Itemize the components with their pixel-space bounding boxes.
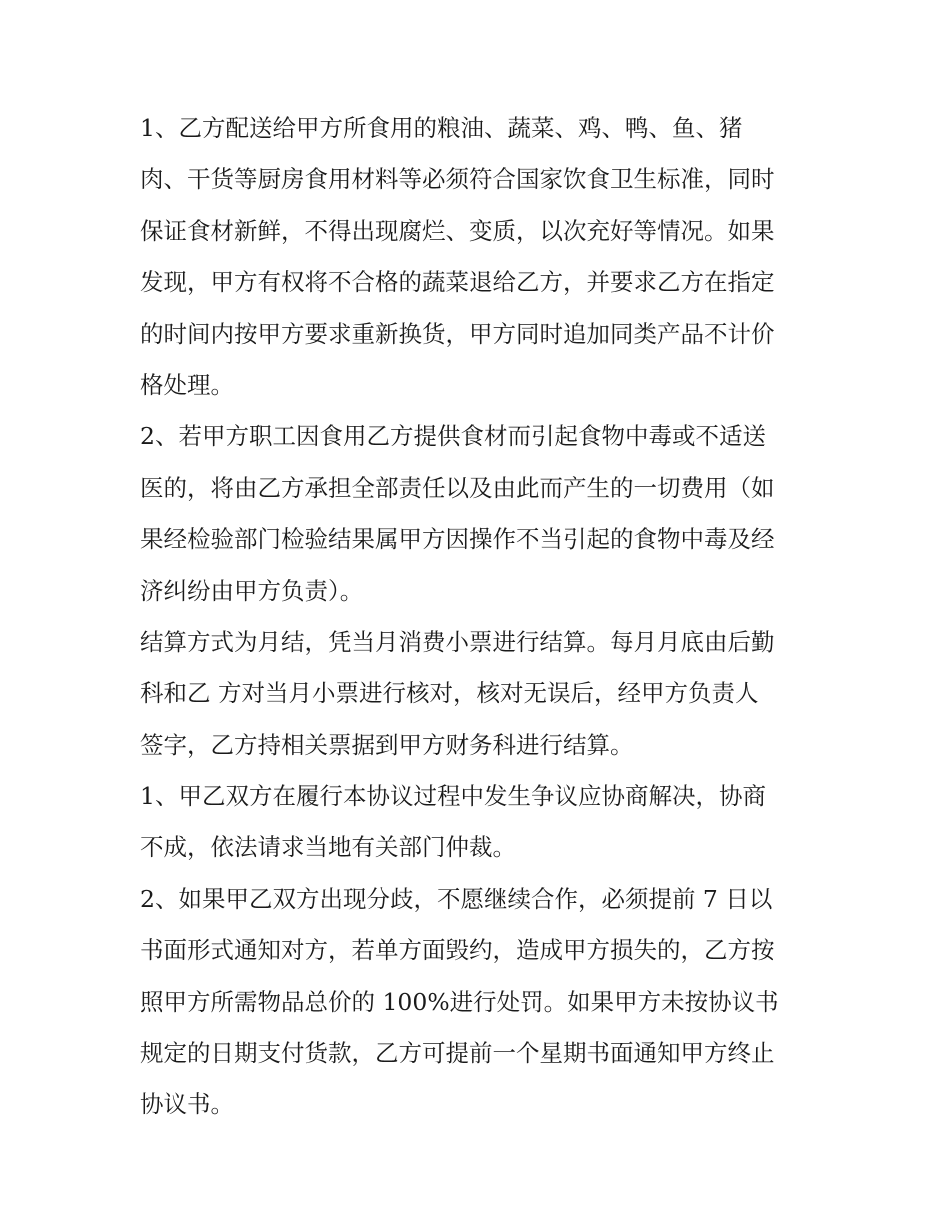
text-line: 医的，将由乙方承担全部责任以及由此而产生的一切费用（如 <box>140 473 775 502</box>
document-body <box>140 103 830 1131</box>
text-line: 不成，依法请求当地有关部门仲裁。 <box>140 833 516 862</box>
text-line: 济纠纷由甲方负责）。 <box>140 576 364 605</box>
text-line: 保证食材新鲜，不得出现腐烂、变质，以次充好等情况。如果 <box>140 216 775 245</box>
text-line: 发现，甲方有权将不合格的蔬菜退给乙方，并要求乙方在指定 <box>140 268 775 297</box>
text-line: 2、如果甲乙双方出现分歧，不愿继续合作，必须提前 7 日以 <box>140 884 773 913</box>
text-line: 2、若甲方职工因食用乙方提供食材而引起食物中毒或不适送 <box>140 422 766 451</box>
text-line: 书面形式通知对方，若单方面毁约，造成甲方损失的，乙方按 <box>140 936 775 965</box>
text-line: 的时间内按甲方要求重新换货，甲方同时追加同类产品不计价 <box>140 319 775 348</box>
text-line: 结算方式为月结，凭当月消费小票进行结算。每月月底由后勤 <box>140 627 775 656</box>
text-line: 协议书。 <box>140 1090 234 1119</box>
text-line: 科和乙 方对当月小票进行核对，核对无误后，经甲方负责人 <box>140 679 759 708</box>
text-line: 格处理。 <box>140 370 234 399</box>
text-line: 1、乙方配送给甲方所食用的粮油、蔬菜、鸡、鸭、鱼、猪 <box>140 114 743 142</box>
text-line: 照甲方所需物品总价的 100%进行处罚。如果甲方未按协议书 <box>140 987 779 1016</box>
text-line: 果经检验部门检验结果属甲方因操作不当引起的食物中毒及经 <box>140 525 775 554</box>
text-line: 肉、干货等厨房食用材料等必须符合国家饮食卫生标准，同时 <box>140 165 775 194</box>
text-line: 规定的日期支付货款，乙方可提前一个星期书面通知甲方终止 <box>140 1039 775 1068</box>
text-line: 1、甲乙双方在履行本协议过程中发生争议应协商解决，协商 <box>140 782 766 811</box>
text-line: 签字，乙方持相关票据到甲方财务科进行结算。 <box>140 730 634 759</box>
